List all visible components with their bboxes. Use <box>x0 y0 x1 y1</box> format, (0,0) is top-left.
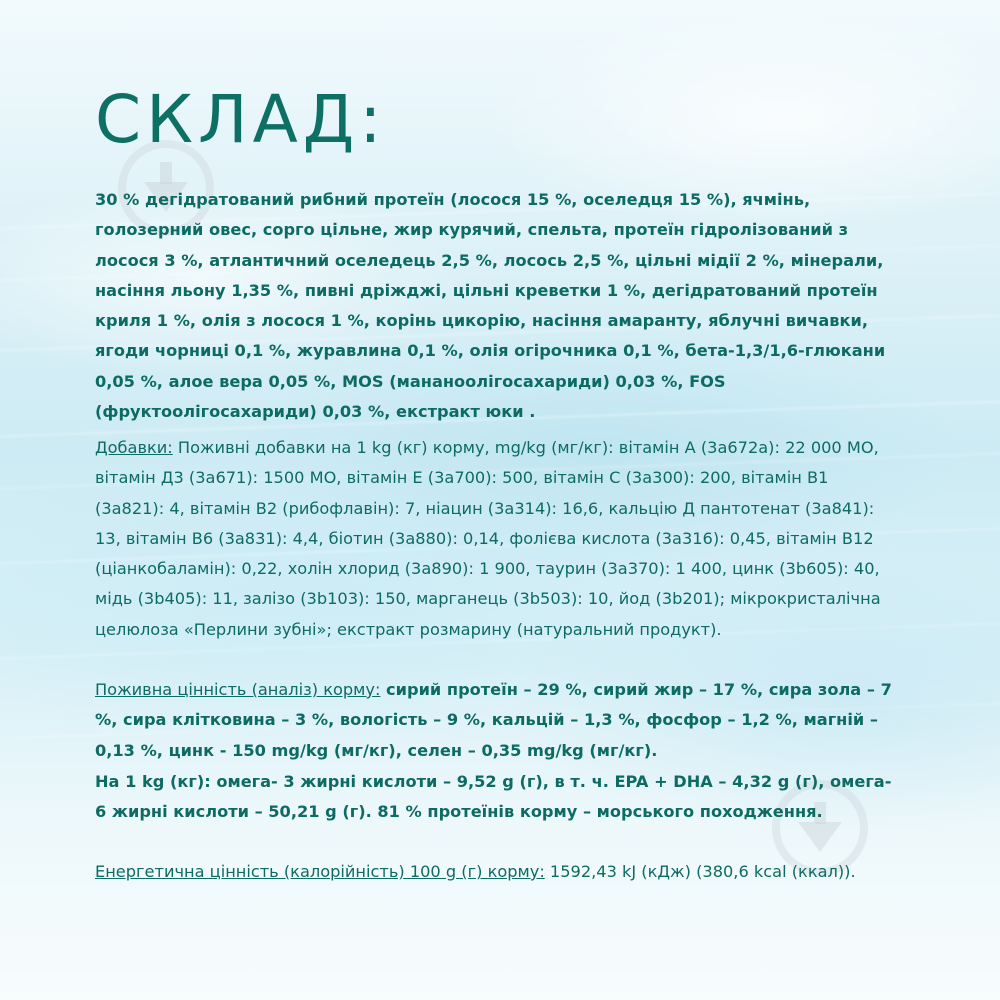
energy-paragraph <box>95 857 895 887</box>
energy-text: 1592,43 kJ (кДж) (380,6 kcal (ккал)). <box>544 862 856 881</box>
composition-text: 30 % дегідратований рибний протеїн (лосося 15 %, оселедця 15 %), ячмінь, голозерний овес, сорго цільне, жир курячий, спельта, протеїн гідролізований з лосося 3 %, атлантичний оселедець 2,5 %, лосось 2,5 %, цільні мідії 2 %, мінерали, насіння льону 1,35 %, пивні дріжджі, цільні креветки 1 %, дегідратований протеїн криля 1 %, олія з лосося 1 %, корінь цикорію, насіння амаранту, яблучні вичавки, ягоди чорниці 0,1 %, журавлина 0,1 %, олія огірочника 0,1 %, бета-1,3/1,6-глюкани 0,05 %, алое вера 0,05 %, MOS (мананоолігосахариди) 0,03 %, FOS (фруктоолігосахариди) 0,03 %, екстракт юки . <box>95 190 886 422</box>
additives-paragraph <box>95 433 895 645</box>
page-title: СКЛАД: <box>95 81 387 158</box>
additives-text: Поживні добавки на 1 kg (кг) корму, mg/kg (мг/кг): вітамін А (3а672a): 22 000 МО, вітамін Д3 (3а671): 1500 МО, вітамін Е (3а700): 500, вітамін С (3а300): 200, вітамін В1 (3а821): 4, вітамін В2 (рибофлавін): 7, ніацин (3а314): 16,6, кальцію Д пантотенат (3а841): 13, вітамін В6 (3а831): 4,4, біотин (3а880): 0,14, фолієва кислота (3а316): 0,45, вітамін В12 (ціанкобаламін): 0,22, холін хлорид (3а890): 1 900, таурин (3а370): 1 400, цинк (3b605): 40, мідь (3b405): 11, залізо (3b103): 150, марганець (3b503): 10, йод (3b201); мікрокристалічна целюлоза «Перлини зубні»; екстракт розмарину (натуральний продукт). <box>95 438 881 639</box>
composition-document <box>95 70 895 881</box>
nutrition-label: Поживна цінність (аналіз) корму: <box>95 680 381 699</box>
omega-text: На 1 kg (кг): омега- 3 жирні кислоти – 9,52 g (г), в т. ч. EPA + DHA – 4,32 g (г), омега- 6 жирні кислоти – 50,21 g (г). 81 % протеїнів корму – морського походження. <box>95 772 892 822</box>
nutrition-text: сирий протеїн – 29 %, сирий жир – 17 %, сира зола – 7 %, сира клітковина – 3 %, вологість – 9 %, кальцій – 1,3 %, фосфор – 1,2 %, магній – 0,13 %, цинк - 150 mg/kg (мг/кг), селен – 0,35 mg/kg (мг/кг). <box>95 680 892 760</box>
nutrition-paragraph <box>95 675 895 766</box>
energy-label: Енергетична цінність (калорійність) 100 g (г) корму: <box>95 862 545 881</box>
additives-label: Добавки: <box>95 438 173 457</box>
